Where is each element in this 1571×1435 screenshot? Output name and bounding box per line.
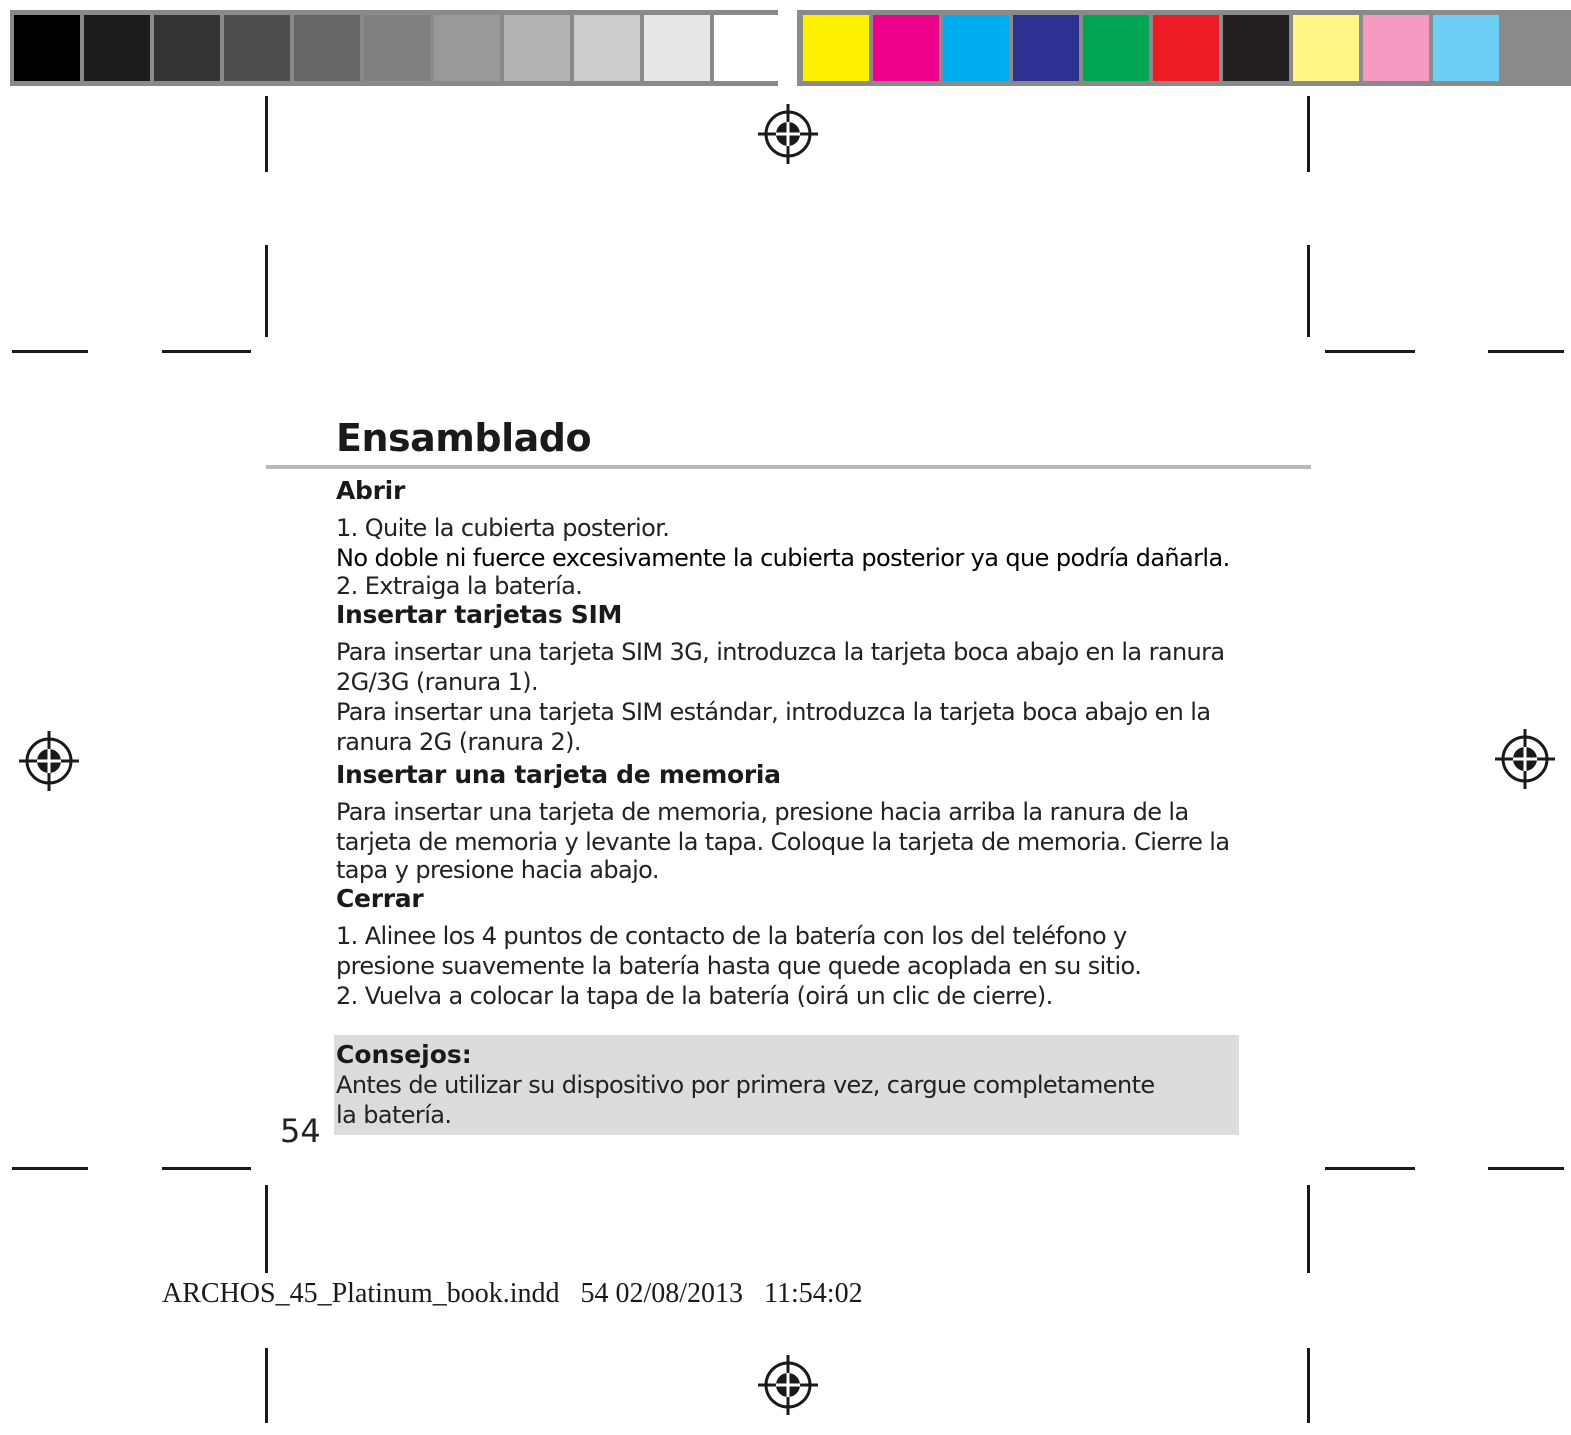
paragraph-line: tarjeta de memoria y levante la tapa. Coloque la tarjeta de memoria. Cierre la: [336, 828, 1230, 856]
paragraph-line: Para insertar una tarjeta SIM estándar, introduzca la tarjeta boca abajo en la: [336, 698, 1211, 726]
crop-mark: [1488, 350, 1564, 353]
tip-text: [336, 1070, 1216, 1130]
paragraph-line: 1. Alinee los 4 puntos de contacto de la batería con los del teléfono y: [336, 922, 1127, 950]
page-number: 54: [280, 1112, 321, 1150]
color-swatch: [1153, 15, 1219, 81]
section-heading: Insertar una tarjeta de memoria: [336, 760, 781, 789]
paragraph-line: 1. Quite la cubierta posterior.: [336, 514, 670, 542]
color-swatch: [1223, 15, 1289, 81]
gray-swatch: [154, 15, 220, 81]
warning-line: No doble ni fuerce excesivamente la cubierta posterior ya que podría dañarla.: [336, 544, 1230, 572]
crop-mark: [1325, 1167, 1415, 1170]
gray-swatch: [504, 15, 570, 81]
crop-mark: [1307, 1348, 1310, 1423]
color-swatch: [873, 15, 939, 81]
color-swatch: [1013, 15, 1079, 81]
page-title: Ensamblado: [336, 416, 592, 460]
registration-mark-icon: [17, 729, 81, 793]
crop-mark: [162, 1167, 251, 1170]
gray-swatch: [574, 15, 640, 81]
tip-heading: Consejos:: [336, 1040, 472, 1069]
paragraph-line: 2G/3G (ranura 1).: [336, 668, 539, 696]
crop-mark: [1307, 1185, 1310, 1273]
color-swatch: [1503, 15, 1569, 81]
paragraph-line: tapa y presione hacia abajo.: [336, 856, 659, 884]
registration-mark-icon: [1493, 727, 1557, 791]
crop-mark: [265, 1348, 268, 1423]
paragraph-line: Para insertar una tarjeta SIM 3G, introduzca la tarjeta boca abajo en la ranura: [336, 638, 1225, 666]
gray-swatch: [434, 15, 500, 81]
crop-mark: [12, 1167, 88, 1170]
paragraph-line: ranura 2G (ranura 2).: [336, 728, 581, 756]
tip-line: Antes de utilizar su dispositivo por primera vez, cargue completamente: [336, 1071, 1155, 1099]
crop-mark: [1325, 350, 1415, 353]
section-abrir: [336, 476, 1230, 599]
color-swatch: [803, 15, 869, 81]
slug-filename: ARCHOS_45_Platinum_book.indd: [162, 1278, 560, 1309]
crop-mark: [265, 245, 268, 337]
section-cerrar: [336, 884, 1141, 1011]
slug-page: 54: [580, 1278, 609, 1309]
registration-mark-icon: [756, 102, 820, 166]
crop-mark: [265, 1185, 268, 1273]
gray-swatch: [644, 15, 710, 81]
paragraph-line: Para insertar una tarjeta de memoria, presione hacia arriba la ranura de la: [336, 798, 1189, 826]
slug-date: 02/08/2013: [615, 1278, 744, 1309]
section-heading: Insertar tarjetas SIM: [336, 600, 623, 629]
color-swatch: [943, 15, 1009, 81]
crop-mark: [265, 96, 268, 172]
tip-line: la batería.: [336, 1101, 452, 1129]
slug-time: 11:54:02: [764, 1278, 863, 1309]
color-swatch: [1433, 15, 1499, 81]
crop-mark: [1307, 245, 1310, 337]
gray-swatch: [294, 15, 360, 81]
gray-swatch: [714, 15, 780, 81]
title-divider: [266, 465, 1311, 469]
color-swatch: [1083, 15, 1149, 81]
print-slug: [162, 1278, 863, 1310]
crop-mark: [1488, 1167, 1564, 1170]
gray-swatch: [364, 15, 430, 81]
crop-mark: [162, 350, 251, 353]
crop-mark: [1307, 96, 1310, 172]
gray-swatch: [84, 15, 150, 81]
section-heading: Abrir: [336, 476, 405, 505]
section-insertar-sim: [336, 600, 1225, 757]
paragraph-line: presione suavemente la batería hasta que quede acoplada en su sitio.: [336, 952, 1142, 980]
section-heading: Cerrar: [336, 884, 424, 913]
section-insertar-memoria: [336, 760, 1229, 883]
paragraph-line: 2. Extraiga la batería.: [336, 572, 583, 600]
gray-swatch: [14, 15, 80, 81]
color-swatch: [1293, 15, 1359, 81]
crop-mark: [12, 350, 88, 353]
color-swatch: [1363, 15, 1429, 81]
registration-mark-icon: [756, 1353, 820, 1417]
paragraph-line: 2. Vuelva a colocar la tapa de la batería (oirá un clic de cierre).: [336, 982, 1053, 1010]
gray-swatch: [224, 15, 290, 81]
